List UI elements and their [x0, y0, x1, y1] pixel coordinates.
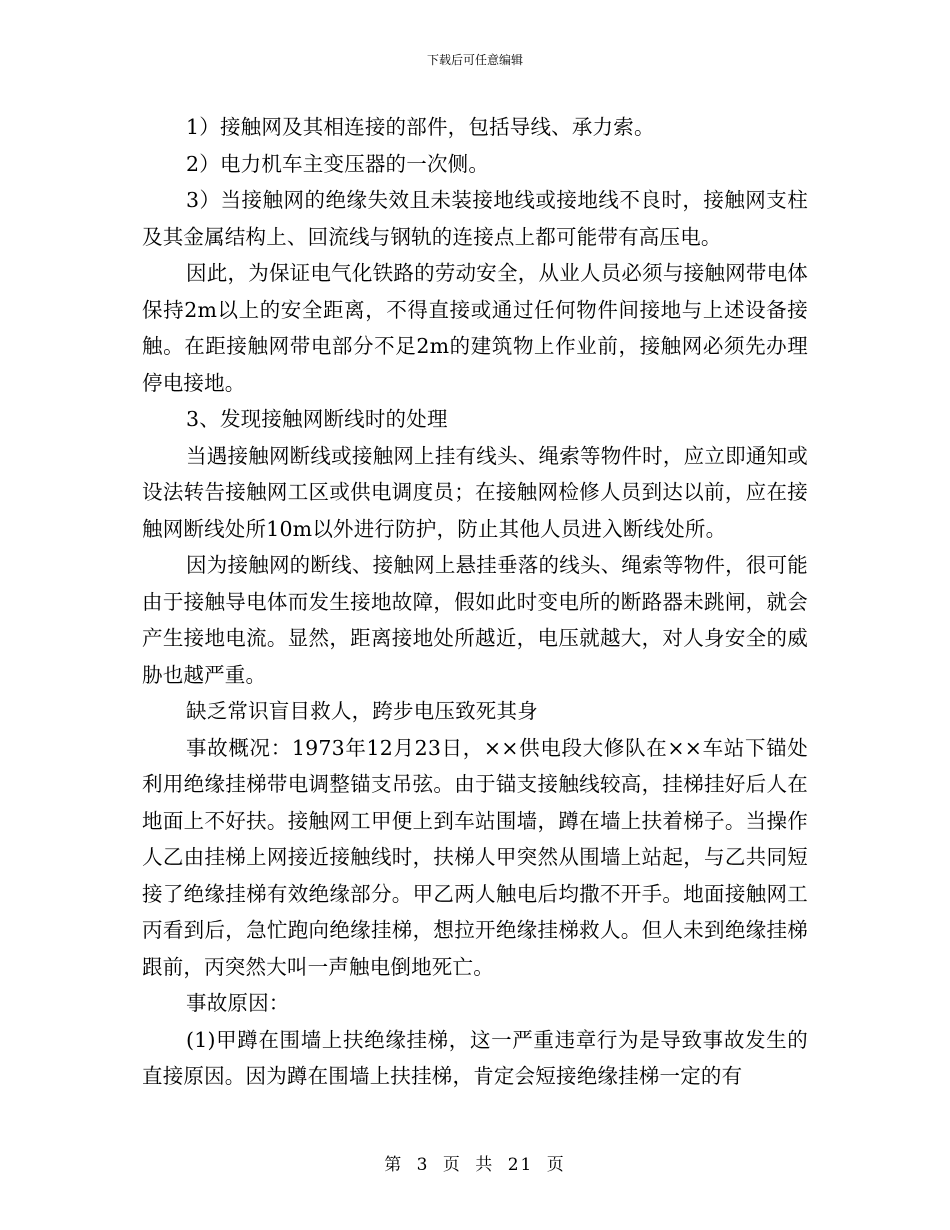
page-header: 下载后可任意编辑 [426, 53, 523, 67]
paragraph: 因为接触网的断线、接触网上悬挂垂落的线头、绳索等物件，很可能由于接触导电体而发生接地故障，假如此时变电所的断路器未跳闸，就会产生接地电流。显然，距离接地处所越近，电压就越大，对人身安全的威胁也越严重。 [142, 553, 808, 687]
paragraph: 3）当接触网的绝缘失效且未装接地线或接地线不良时，接触网支柱及其金属结构上、回流线与钢轨的连接点上都可能带有高压电。 [142, 188, 808, 249]
paragraph: (1)甲蹲在围墙上扶绝缘挂梯，这一严重违章行为是导致事故发生的直接原因。因为蹲在围墙上扶挂梯，肯定会短接绝缘挂梯一定的有 [142, 1027, 808, 1088]
paragraph: 事故概况：1973年12月23日，××供电段大修队在××车站下锚处利用绝缘挂梯带电调整锚支吊弦。由于锚支接触线较高，挂梯挂好后人在地面上不好扶。接触网工甲便上到车站围墙，蹲在墙上扶着梯子。当操作人乙由挂梯上网接近接触线时，扶梯人甲突然从围墙上站起，与乙共同短接了绝缘挂梯有效绝缘部分。甲乙两人触电后均撒不开手。地面接触网工丙看到后，急忙跑向绝缘挂梯，想拉开绝缘挂梯救人。但人未到绝缘挂梯跟前，丙突然大叫一声触电倒地死亡。 [142, 735, 808, 979]
paragraph: 因此，为保证电气化铁路的劳动安全，从业人员必须与接触网带电体保持2m以上的安全距离，不得直接或通过任何物件间接地与上述设备接触。在距接触网带电部分不足2m的建筑物上作业前，接触网必须先办理停电接地。 [142, 261, 808, 395]
document-body [142, 109, 808, 1095]
case-title: 缺乏常识盲目救人，跨步电压致死其身 [186, 699, 538, 723]
paragraph: 事故原因： [186, 991, 290, 1015]
page-footer: 第 3 页 共 21 页 [384, 1155, 566, 1175]
section-heading: 3、发现接触网断线时的处理 [186, 407, 448, 431]
paragraph: 当遇接触网断线或接触网上挂有线头、绳索等物件时，应立即通知或设法转告接触网工区或供电调度员；在接触网检修人员到达以前，应在接触网断线处所10m以外进行防护，防止其他人员进入断线处所。 [142, 443, 808, 541]
paragraph: 1）接触网及其相连接的部件，包括导线、承力索。 [186, 115, 655, 139]
paragraph: 2）电力机车主变压器的一次侧。 [186, 151, 490, 176]
